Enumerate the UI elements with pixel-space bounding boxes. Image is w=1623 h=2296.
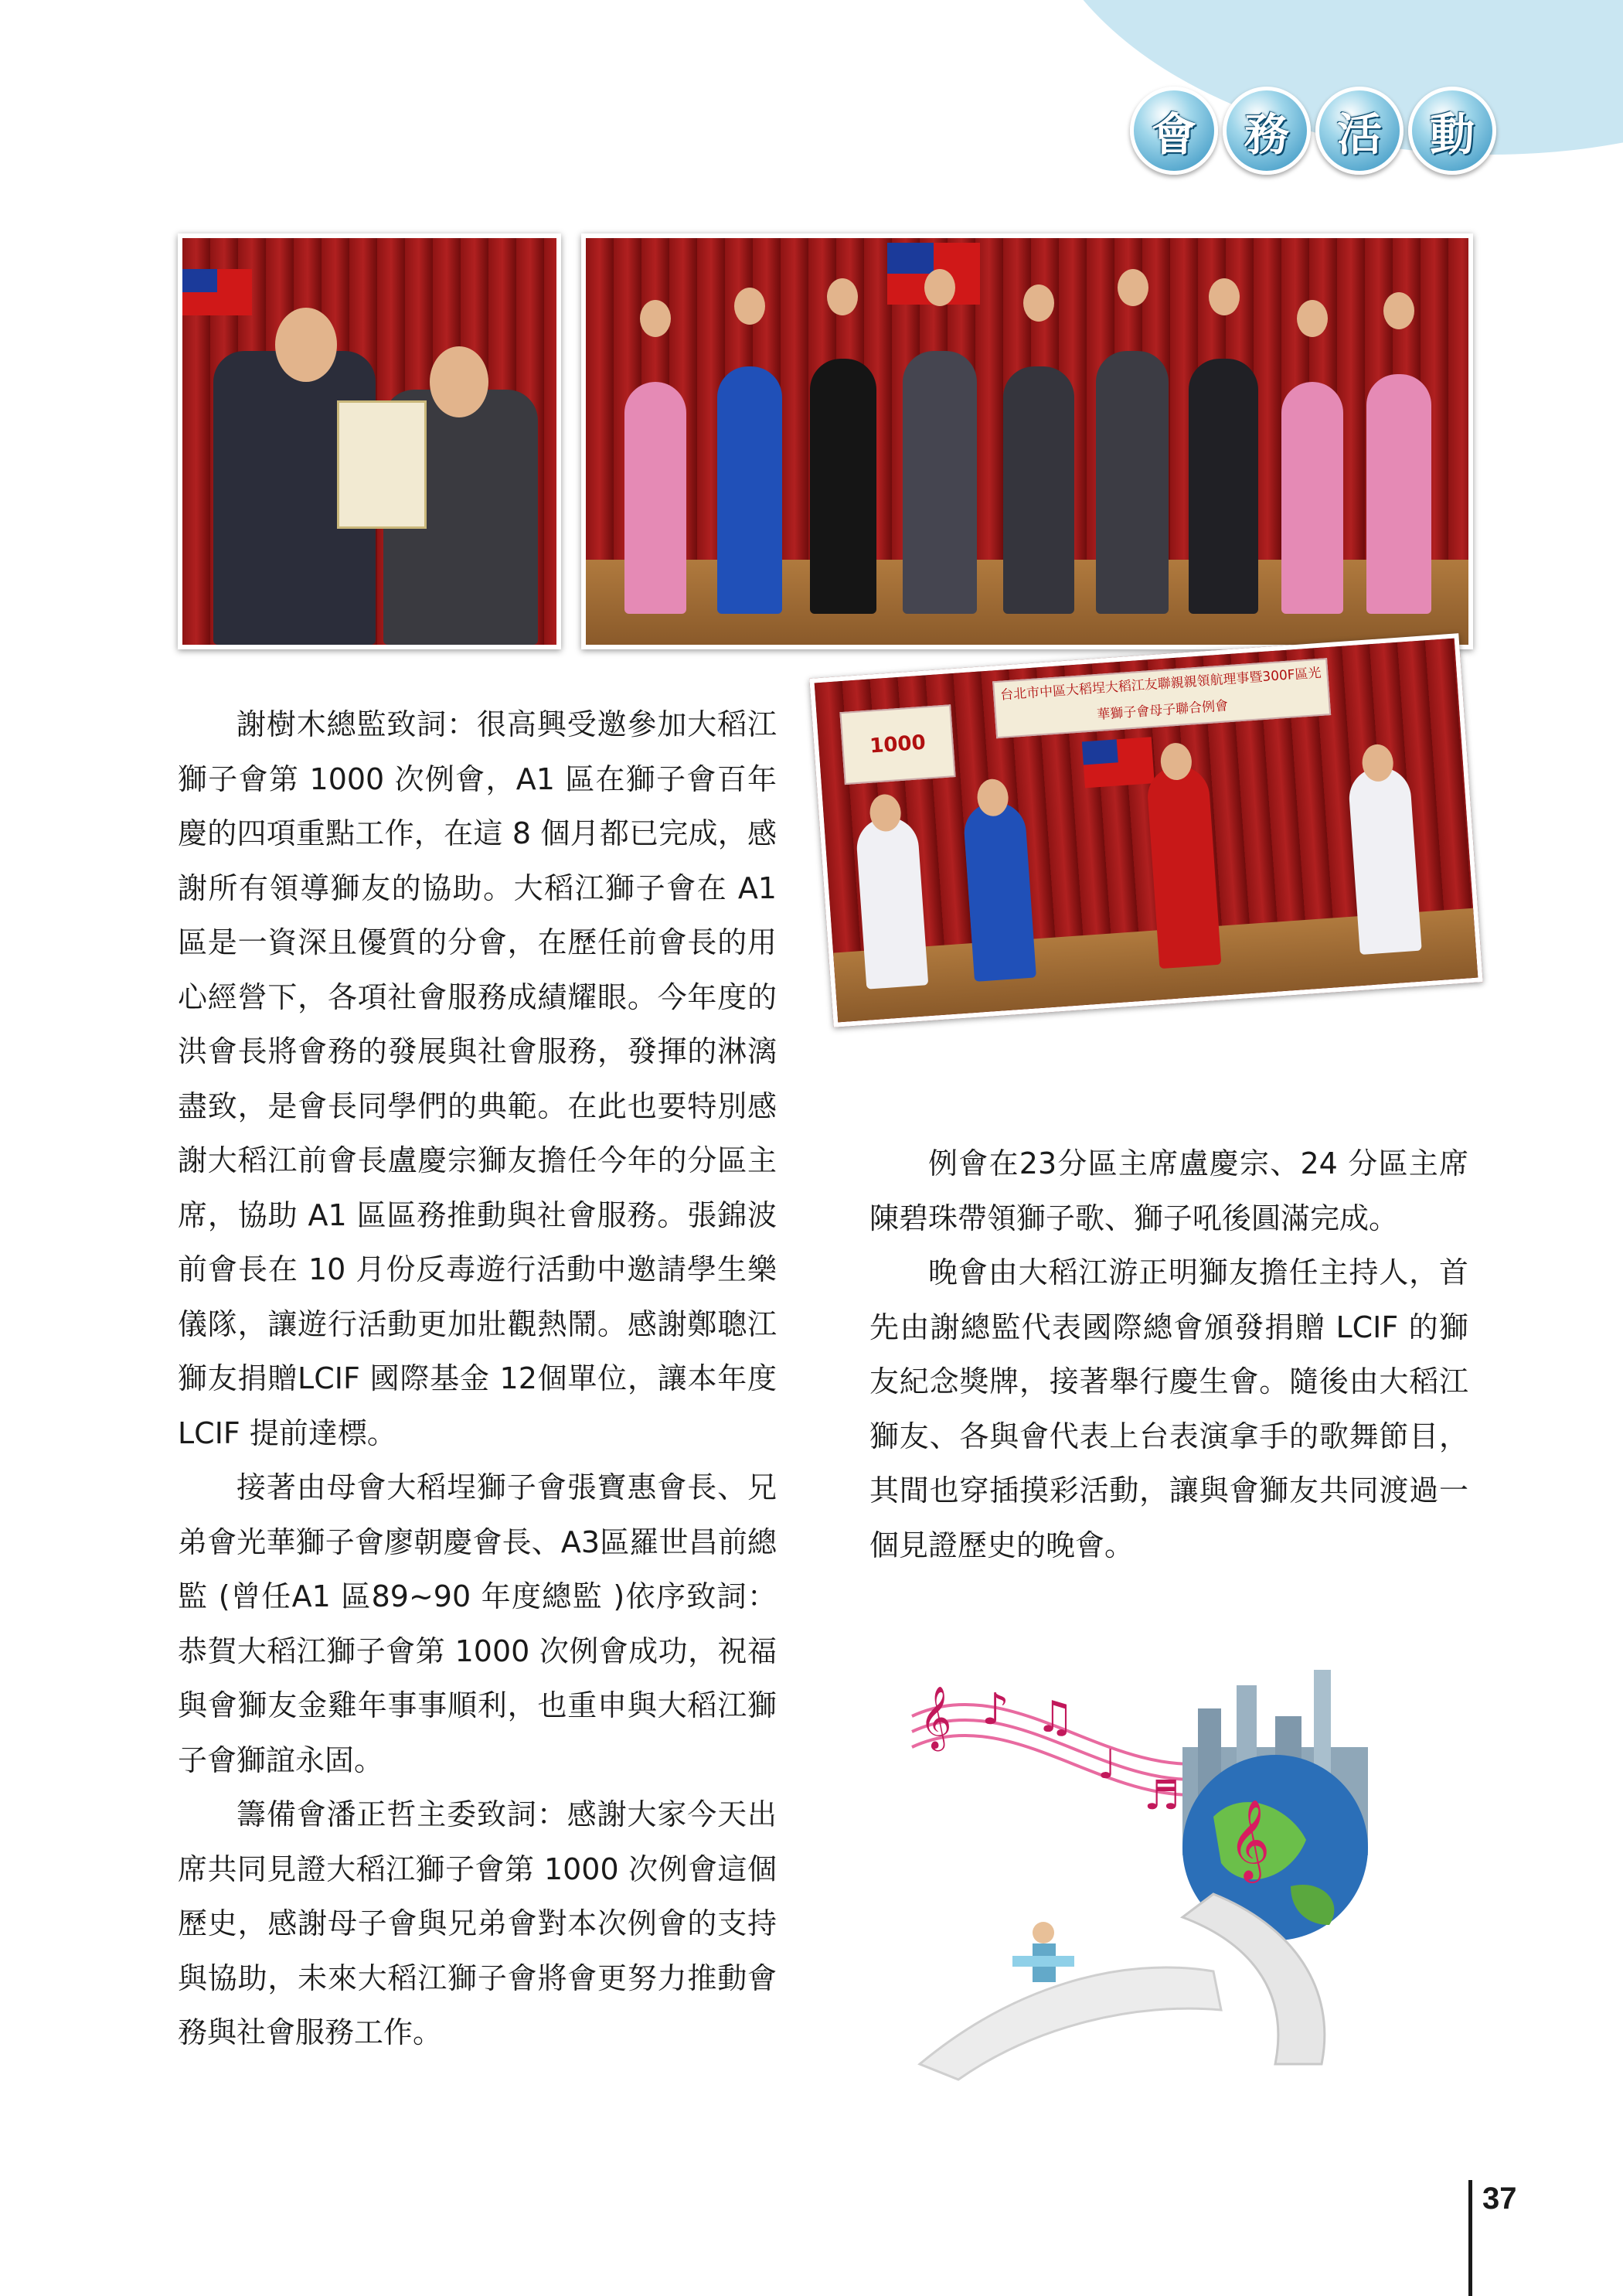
stage-performance-photo [809, 633, 1482, 1027]
music-globe-illustration [889, 1662, 1383, 2095]
svg-text:𝄞: 𝄞 [920, 1685, 952, 1749]
page-number: 37 [1482, 2182, 1517, 2216]
milestone-sign: 1000 [839, 704, 955, 785]
section-title-badge [1315, 87, 1404, 175]
section-title-badge [1130, 87, 1218, 175]
svg-text:♪: ♪ [982, 1685, 1009, 1735]
event-banner: 台北市中區大稻埕大稻江友聯親親領航理事暨300F區光華獅子會母子聯合例會 [992, 658, 1331, 738]
article-paragraph: 謝樹木總監致詞：很高興受邀參加大稻江獅子會第 1000 次例會，A1 區在獅子會百年慶的四項重點工作，在這 8 個月都已完成，感謝所有領導獅友的協助。大稻江獅子會在 A1 區是一資深且優質的分會，在歷任前會長的用心經營下，各項社會服務成績耀眼。今年度的洪會長將會務的發展與社會服務，發揮的淋漓盡致，是會長同學們的典範。在此也要特別感謝大稻江前會長盧慶宗獅友擔任今年的分區主席，協助 A1 區區務推動與社會服務。張錦波前會長在 10 月份反毒遊行活動中邀請學生樂儀隊，讓遊行活動更加壯觀熱鬧。感謝鄭聰江獅友捐贈LCIF 國際基金 12個單位，讓本年度 LCIF 提前達標。 [178, 707, 777, 1450]
page-number-rule [1468, 2180, 1472, 2296]
svg-text:𝄞: 𝄞 [1229, 1799, 1271, 1880]
section-title-badge [1408, 87, 1496, 175]
section-title [1130, 87, 1496, 175]
right-text-column [869, 1136, 1468, 1572]
section-title-badge [1223, 87, 1311, 175]
left-text-column [178, 697, 777, 2060]
section-title-char: 務 [1244, 108, 1289, 161]
svg-text:♩: ♩ [1097, 1742, 1117, 1788]
svg-text:♫: ♫ [1036, 1692, 1075, 1742]
award-ceremony-photo [178, 233, 561, 649]
article-paragraph: 晚會由大稻江游正明獅友擔任主持人，首先由謝總監代表國際總會頒發捐贈 LCIF 的獅友紀念獎牌，接著舉行慶生會。隨後由大稻江獅友、各與會代表上台表演拿手的歌舞節目，其間也穿插摸彩活動，讓與會獅友共同渡過一個見證歷史的晚會。 [869, 1255, 1468, 1562]
section-title-char: 活 [1336, 108, 1382, 161]
svg-text:♬: ♬ [1144, 1773, 1180, 1819]
article-paragraph: 例會在23分區主席盧慶宗、24 分區主席陳碧珠帶領獅子歌、獅子吼後圓滿完成。 [869, 1146, 1468, 1235]
article-paragraph: 籌備會潘正哲主委致詞：感謝大家今天出席共同見證大稻江獅子會第 1000 次例會這個歷史，感謝母子會與兄弟會對本次例會的支持與協助，未來大稻江獅子會將會更努力推動會務與社會服務工作。 [178, 1797, 777, 2049]
article-paragraph: 接著由母會大稻埕獅子會張寶惠會長、兄弟會光華獅子會廖朝慶會長、A3區羅世昌前總監 (曾任A1 區89~90 年度總監 )依序致詞：恭賀大稻江獅子會第 1000 次例會成功，祝福與會獅友金雞年事事順利，也重申與大稻江獅子會獅誼永固。 [178, 1470, 777, 1777]
group-photo [581, 233, 1473, 649]
section-title-char: 動 [1429, 108, 1475, 161]
section-title-char: 會 [1151, 108, 1196, 161]
